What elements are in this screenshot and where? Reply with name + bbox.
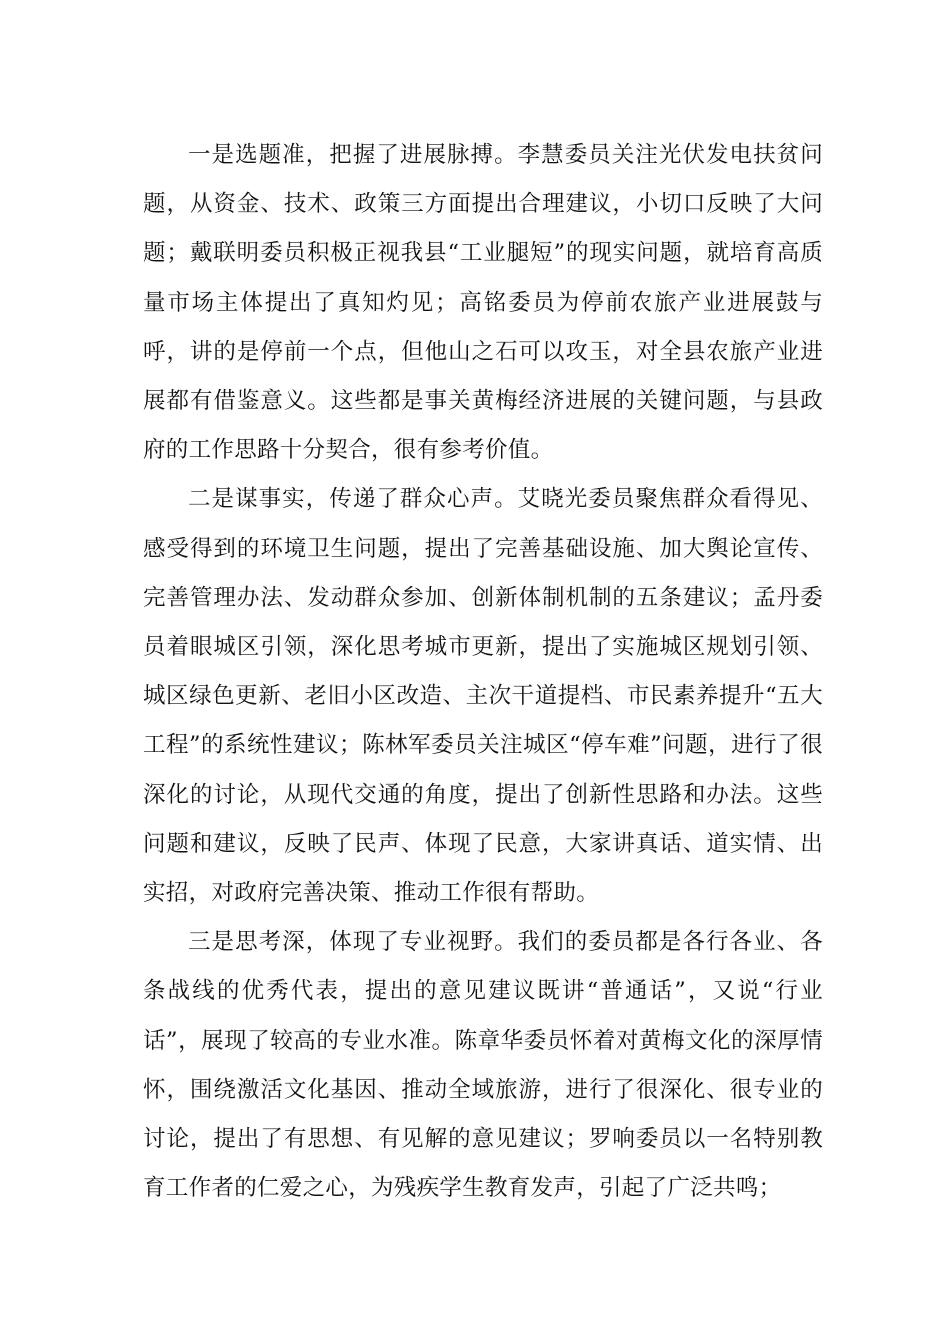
paragraph-3: 三是思考深，体现了专业视野。我们的委员都是各行各业、各条战线的优秀代表，提出的意见建议既讲“普通话”，又说“行业话”，展现了较高的专业水准。陈章华委员怀着对黄梅文化的深厚情怀，围绕激活文化基因、推动全域旅游，进行了很深化、很专业的讨论，提出了有思想、有见解的意见建议；罗响委员以一名特别教育工作者的仁爱之心，为残疾学生教育发声，引起了广泛共鸣； [143, 929, 823, 1202]
paragraph-1: 一是选题准，把握了进展脉搏。李慧委员关注光伏发电扶贫问题，从资金、技术、政策三方面提出合理建议，小切口反映了大问题；戴联明委员积极正视我县“工业腿短”的现实问题，就培育高质量市场主体提出了真知灼见；高铭委员为停前农旅产业进展鼓与呼，讲的是停前一个点，但他山之石可以攻玉，对全县农旅产业进展都有借鉴意义。这些都是事关黄梅经济进展的关键问题，与县政府的工作思路十分契合，很有参考价值。 [143, 142, 823, 464]
document-body [143, 131, 823, 1213]
paragraph-2: 二是谋事实，传递了群众心声。艾晓光委员聚焦群众看得见、感受得到的环境卫生问题，提出了完善基础设施、加大舆论宣传、完善管理办法、发动群众参加、创新体制机制的五条建议；孟丹委员着眼城区引领，深化思考城市更新，提出了实施城区规划引领、城区绿色更新、老旧小区改造、主次干道提档、市民素养提升“五大工程”的系统性建议；陈林军委员关注城区“停车难”问题，进行了很深化的讨论，从现代交通的角度，提出了创新性思路和办法。这些问题和建议，反映了民声、体现了民意，大家讲真话、道实情、出实招，对政府完善决策、推动工作很有帮助。 [143, 486, 823, 907]
